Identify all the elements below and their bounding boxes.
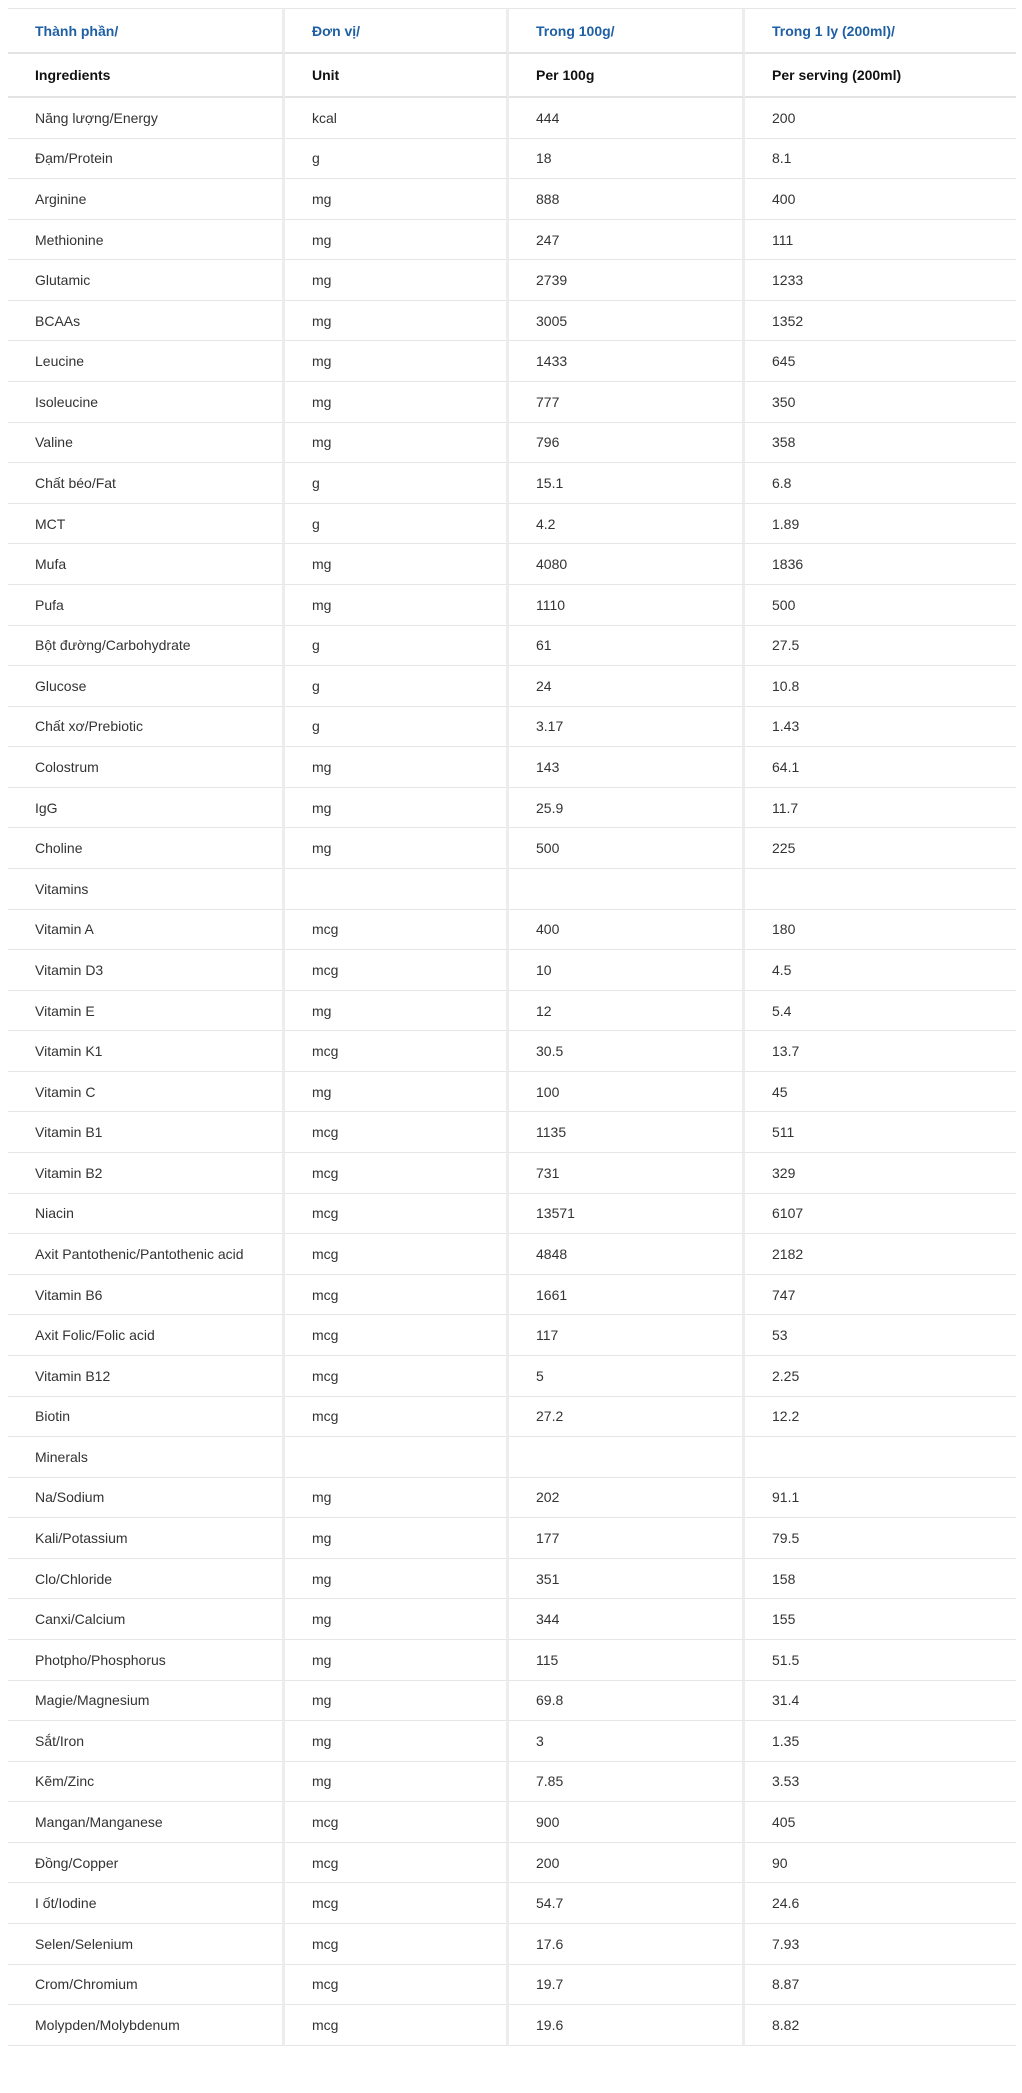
cell-per-serving: 11.7 bbox=[745, 788, 1016, 829]
cell-per-100g: 900 bbox=[509, 1802, 745, 1843]
cell-unit: mg bbox=[285, 1518, 509, 1559]
cell-per-100g: 1433 bbox=[509, 341, 745, 382]
table-row bbox=[8, 1640, 1016, 1681]
cell-per-100g: 61 bbox=[509, 626, 745, 667]
cell-unit: mg bbox=[285, 788, 509, 829]
cell-unit: mg bbox=[285, 1478, 509, 1519]
table-row bbox=[8, 2005, 1016, 2046]
cell-per-serving: 1836 bbox=[745, 544, 1016, 585]
header-per-100g-vi: Trong 100g/ bbox=[509, 8, 745, 54]
cell-per-serving: 747 bbox=[745, 1275, 1016, 1316]
cell-ingredient: Kẽm/Zinc bbox=[8, 1762, 285, 1803]
table-row bbox=[8, 585, 1016, 626]
cell-ingredient: Magie/Magnesium bbox=[8, 1681, 285, 1722]
cell-per-100g bbox=[509, 869, 745, 910]
cell-per-serving: 8.87 bbox=[745, 1965, 1016, 2006]
cell-per-serving: 7.93 bbox=[745, 1924, 1016, 1965]
cell-ingredient: Leucine bbox=[8, 341, 285, 382]
cell-ingredient: Isoleucine bbox=[8, 382, 285, 423]
table-row bbox=[8, 1599, 1016, 1640]
cell-unit: mcg bbox=[285, 1356, 509, 1397]
cell-per-100g: 3 bbox=[509, 1721, 745, 1762]
cell-per-100g: 351 bbox=[509, 1559, 745, 1600]
cell-per-serving: 200 bbox=[745, 98, 1016, 139]
cell-unit: g bbox=[285, 626, 509, 667]
cell-ingredient: Niacin bbox=[8, 1194, 285, 1235]
cell-ingredient: Canxi/Calcium bbox=[8, 1599, 285, 1640]
cell-per-100g: 18 bbox=[509, 139, 745, 180]
cell-per-100g: 731 bbox=[509, 1153, 745, 1194]
cell-per-serving: 180 bbox=[745, 910, 1016, 951]
cell-unit: mcg bbox=[285, 1965, 509, 2006]
cell-per-serving: 91.1 bbox=[745, 1478, 1016, 1519]
cell-per-100g: 115 bbox=[509, 1640, 745, 1681]
cell-ingredient: Glucose bbox=[8, 666, 285, 707]
cell-per-100g: 3.17 bbox=[509, 707, 745, 748]
cell-ingredient: Năng lượng/Energy bbox=[8, 98, 285, 139]
cell-unit: g bbox=[285, 666, 509, 707]
cell-unit: mcg bbox=[285, 2005, 509, 2046]
cell-per-serving: 51.5 bbox=[745, 1640, 1016, 1681]
cell-unit: mcg bbox=[285, 1924, 509, 1965]
table-row bbox=[8, 1762, 1016, 1803]
cell-per-serving: 3.53 bbox=[745, 1762, 1016, 1803]
table-row bbox=[8, 1559, 1016, 1600]
cell-per-100g: 400 bbox=[509, 910, 745, 951]
cell-per-100g: 888 bbox=[509, 179, 745, 220]
cell-per-100g: 2739 bbox=[509, 260, 745, 301]
table-row bbox=[8, 666, 1016, 707]
cell-ingredient: Methionine bbox=[8, 220, 285, 261]
cell-per-serving: 31.4 bbox=[745, 1681, 1016, 1722]
cell-ingredient: Vitamin B6 bbox=[8, 1275, 285, 1316]
cell-per-serving: 2.25 bbox=[745, 1356, 1016, 1397]
cell-per-serving: 511 bbox=[745, 1112, 1016, 1153]
cell-unit: mcg bbox=[285, 1397, 509, 1438]
cell-unit: mg bbox=[285, 544, 509, 585]
cell-ingredient: Photpho/Phosphorus bbox=[8, 1640, 285, 1681]
table-row bbox=[8, 950, 1016, 991]
cell-ingredient: Vitamin D3 bbox=[8, 950, 285, 991]
cell-per-serving: 1233 bbox=[745, 260, 1016, 301]
cell-unit: mcg bbox=[285, 1194, 509, 1235]
header-ingredients-en: Ingredients bbox=[8, 54, 285, 98]
cell-unit: mcg bbox=[285, 1843, 509, 1884]
cell-per-100g: 13571 bbox=[509, 1194, 745, 1235]
cell-per-serving: 4.5 bbox=[745, 950, 1016, 991]
table-row bbox=[8, 139, 1016, 180]
header-unit-vi: Đơn vị/ bbox=[285, 8, 509, 54]
cell-per-serving: 64.1 bbox=[745, 747, 1016, 788]
cell-per-serving: 645 bbox=[745, 341, 1016, 382]
cell-per-serving bbox=[745, 869, 1016, 910]
table-row bbox=[8, 544, 1016, 585]
cell-ingredient: Valine bbox=[8, 423, 285, 464]
cell-per-100g bbox=[509, 1437, 745, 1478]
cell-unit: g bbox=[285, 504, 509, 545]
cell-per-100g: 27.2 bbox=[509, 1397, 745, 1438]
cell-per-100g: 1661 bbox=[509, 1275, 745, 1316]
cell-ingredient: Axit Folic/Folic acid bbox=[8, 1315, 285, 1356]
cell-per-serving: 111 bbox=[745, 220, 1016, 261]
cell-per-serving: 350 bbox=[745, 382, 1016, 423]
cell-per-100g: 444 bbox=[509, 98, 745, 139]
table-row bbox=[8, 991, 1016, 1032]
cell-per-serving: 329 bbox=[745, 1153, 1016, 1194]
table-row bbox=[8, 788, 1016, 829]
cell-ingredient: Choline bbox=[8, 828, 285, 869]
table-row bbox=[8, 1031, 1016, 1072]
cell-ingredient: Mufa bbox=[8, 544, 285, 585]
table-row bbox=[8, 1112, 1016, 1153]
cell-unit: mcg bbox=[285, 1234, 509, 1275]
table-row bbox=[8, 220, 1016, 261]
table-row bbox=[8, 910, 1016, 951]
table-row bbox=[8, 1356, 1016, 1397]
cell-per-100g: 500 bbox=[509, 828, 745, 869]
cell-ingredient: Vitamin E bbox=[8, 991, 285, 1032]
cell-per-100g: 3005 bbox=[509, 301, 745, 342]
table-row bbox=[8, 1275, 1016, 1316]
cell-unit: mg bbox=[285, 260, 509, 301]
cell-ingredient: Selen/Selenium bbox=[8, 1924, 285, 1965]
cell-unit: mg bbox=[285, 1762, 509, 1803]
cell-unit: kcal bbox=[285, 98, 509, 139]
cell-per-100g: 12 bbox=[509, 991, 745, 1032]
table-row bbox=[8, 1397, 1016, 1438]
cell-per-100g: 177 bbox=[509, 1518, 745, 1559]
cell-ingredient: Axit Pantothenic/Pantothenic acid bbox=[8, 1234, 285, 1275]
cell-unit: mcg bbox=[285, 1802, 509, 1843]
cell-per-100g: 30.5 bbox=[509, 1031, 745, 1072]
cell-ingredient: Đồng/Copper bbox=[8, 1843, 285, 1884]
cell-per-serving: 225 bbox=[745, 828, 1016, 869]
table-row bbox=[8, 423, 1016, 464]
cell-ingredient: IgG bbox=[8, 788, 285, 829]
cell-unit: g bbox=[285, 139, 509, 180]
cell-per-serving: 1.43 bbox=[745, 707, 1016, 748]
table-body bbox=[8, 98, 1016, 2046]
table-row bbox=[8, 98, 1016, 139]
header-row-vietnamese bbox=[8, 8, 1016, 54]
table-row bbox=[8, 828, 1016, 869]
cell-per-serving: 500 bbox=[745, 585, 1016, 626]
header-per-serving-en: Per serving (200ml) bbox=[745, 54, 1016, 98]
cell-per-serving: 158 bbox=[745, 1559, 1016, 1600]
table-row bbox=[8, 626, 1016, 667]
cell-per-100g: 1110 bbox=[509, 585, 745, 626]
cell-per-100g: 5 bbox=[509, 1356, 745, 1397]
cell-per-100g: 7.85 bbox=[509, 1762, 745, 1803]
cell-per-100g: 69.8 bbox=[509, 1681, 745, 1722]
table-row bbox=[8, 1924, 1016, 1965]
cell-per-100g: 344 bbox=[509, 1599, 745, 1640]
cell-ingredient: Clo/Chloride bbox=[8, 1559, 285, 1600]
cell-per-100g: 100 bbox=[509, 1072, 745, 1113]
cell-ingredient: Bột đường/Carbohydrate bbox=[8, 626, 285, 667]
cell-per-serving: 79.5 bbox=[745, 1518, 1016, 1559]
header-unit-en: Unit bbox=[285, 54, 509, 98]
table-row bbox=[8, 1478, 1016, 1519]
table-row bbox=[8, 1234, 1016, 1275]
cell-unit: mg bbox=[285, 341, 509, 382]
table-row bbox=[8, 301, 1016, 342]
cell-per-serving: 24.6 bbox=[745, 1883, 1016, 1924]
cell-per-serving: 6.8 bbox=[745, 463, 1016, 504]
cell-per-100g: 202 bbox=[509, 1478, 745, 1519]
cell-ingredient: Mangan/Manganese bbox=[8, 1802, 285, 1843]
cell-per-100g: 24 bbox=[509, 666, 745, 707]
cell-per-100g: 796 bbox=[509, 423, 745, 464]
cell-per-100g: 117 bbox=[509, 1315, 745, 1356]
cell-unit: mg bbox=[285, 1559, 509, 1600]
cell-per-100g: 15.1 bbox=[509, 463, 745, 504]
table-row bbox=[8, 1721, 1016, 1762]
cell-unit: mcg bbox=[285, 910, 509, 951]
table-row bbox=[8, 1802, 1016, 1843]
cell-per-serving: 90 bbox=[745, 1843, 1016, 1884]
table-row bbox=[8, 382, 1016, 423]
cell-unit: mg bbox=[285, 585, 509, 626]
table-row bbox=[8, 179, 1016, 220]
cell-per-100g: 19.7 bbox=[509, 1965, 745, 2006]
cell-per-serving: 53 bbox=[745, 1315, 1016, 1356]
cell-ingredient: Chất béo/Fat bbox=[8, 463, 285, 504]
header-per-serving-vi: Trong 1 ly (200ml)/ bbox=[745, 8, 1016, 54]
table-row bbox=[8, 1681, 1016, 1722]
cell-per-100g: 19.6 bbox=[509, 2005, 745, 2046]
cell-ingredient: Vitamins bbox=[8, 869, 285, 910]
table-row bbox=[8, 1437, 1016, 1478]
table-row bbox=[8, 1965, 1016, 2006]
cell-unit: mg bbox=[285, 1072, 509, 1113]
cell-per-100g: 200 bbox=[509, 1843, 745, 1884]
cell-ingredient: Vitamin B12 bbox=[8, 1356, 285, 1397]
header-row-english bbox=[8, 54, 1016, 98]
cell-ingredient: MCT bbox=[8, 504, 285, 545]
cell-per-100g: 25.9 bbox=[509, 788, 745, 829]
cell-per-serving: 358 bbox=[745, 423, 1016, 464]
cell-ingredient: Chất xơ/Prebiotic bbox=[8, 707, 285, 748]
cell-unit: mcg bbox=[285, 1275, 509, 1316]
cell-per-100g: 777 bbox=[509, 382, 745, 423]
cell-ingredient: Kali/Potassium bbox=[8, 1518, 285, 1559]
table-row bbox=[8, 260, 1016, 301]
cell-unit: mg bbox=[285, 828, 509, 869]
cell-unit: mg bbox=[285, 1721, 509, 1762]
cell-per-100g: 10 bbox=[509, 950, 745, 991]
cell-ingredient: Minerals bbox=[8, 1437, 285, 1478]
cell-per-100g: 247 bbox=[509, 220, 745, 261]
cell-per-serving: 400 bbox=[745, 179, 1016, 220]
cell-ingredient: I ốt/Iodine bbox=[8, 1883, 285, 1924]
cell-ingredient: Vitamin B1 bbox=[8, 1112, 285, 1153]
cell-per-100g: 4.2 bbox=[509, 504, 745, 545]
cell-per-100g: 4080 bbox=[509, 544, 745, 585]
cell-per-serving: 12.2 bbox=[745, 1397, 1016, 1438]
cell-per-100g: 54.7 bbox=[509, 1883, 745, 1924]
cell-per-100g: 143 bbox=[509, 747, 745, 788]
cell-unit: mcg bbox=[285, 1315, 509, 1356]
cell-unit: mcg bbox=[285, 950, 509, 991]
table-row bbox=[8, 1518, 1016, 1559]
cell-unit: mcg bbox=[285, 1031, 509, 1072]
cell-unit: mcg bbox=[285, 1112, 509, 1153]
cell-ingredient: Crom/Chromium bbox=[8, 1965, 285, 2006]
table-row bbox=[8, 1843, 1016, 1884]
cell-per-serving: 155 bbox=[745, 1599, 1016, 1640]
cell-per-100g: 4848 bbox=[509, 1234, 745, 1275]
table-row bbox=[8, 707, 1016, 748]
cell-per-serving: 1.35 bbox=[745, 1721, 1016, 1762]
cell-ingredient: Vitamin K1 bbox=[8, 1031, 285, 1072]
cell-per-serving: 8.82 bbox=[745, 2005, 1016, 2046]
cell-ingredient: Na/Sodium bbox=[8, 1478, 285, 1519]
cell-ingredient: Đạm/Protein bbox=[8, 139, 285, 180]
cell-ingredient: Biotin bbox=[8, 1397, 285, 1438]
cell-per-serving: 1.89 bbox=[745, 504, 1016, 545]
header-per-100g-en: Per 100g bbox=[509, 54, 745, 98]
cell-per-serving: 5.4 bbox=[745, 991, 1016, 1032]
cell-unit: g bbox=[285, 707, 509, 748]
table-row bbox=[8, 1315, 1016, 1356]
cell-ingredient: Vitamin A bbox=[8, 910, 285, 951]
table-row bbox=[8, 504, 1016, 545]
cell-ingredient: Glutamic bbox=[8, 260, 285, 301]
cell-ingredient: Arginine bbox=[8, 179, 285, 220]
cell-per-serving bbox=[745, 1437, 1016, 1478]
table-row bbox=[8, 1883, 1016, 1924]
table-row bbox=[8, 341, 1016, 382]
table-row bbox=[8, 747, 1016, 788]
cell-per-serving: 6107 bbox=[745, 1194, 1016, 1235]
cell-ingredient: Sắt/Iron bbox=[8, 1721, 285, 1762]
cell-per-serving: 13.7 bbox=[745, 1031, 1016, 1072]
cell-per-serving: 1352 bbox=[745, 301, 1016, 342]
cell-per-serving: 45 bbox=[745, 1072, 1016, 1113]
cell-ingredient: Vitamin C bbox=[8, 1072, 285, 1113]
cell-unit: g bbox=[285, 463, 509, 504]
cell-unit: mg bbox=[285, 747, 509, 788]
cell-ingredient: BCAAs bbox=[8, 301, 285, 342]
cell-unit: mg bbox=[285, 1681, 509, 1722]
nutrition-table bbox=[8, 8, 1016, 2046]
cell-per-serving: 8.1 bbox=[745, 139, 1016, 180]
cell-unit: mg bbox=[285, 179, 509, 220]
cell-unit: mg bbox=[285, 1640, 509, 1681]
cell-ingredient: Colostrum bbox=[8, 747, 285, 788]
cell-unit: mg bbox=[285, 301, 509, 342]
cell-unit: mg bbox=[285, 382, 509, 423]
table-row bbox=[8, 869, 1016, 910]
cell-per-serving: 27.5 bbox=[745, 626, 1016, 667]
cell-unit: mcg bbox=[285, 1883, 509, 1924]
table-row bbox=[8, 463, 1016, 504]
cell-unit bbox=[285, 1437, 509, 1478]
cell-ingredient: Pufa bbox=[8, 585, 285, 626]
cell-unit: mg bbox=[285, 220, 509, 261]
header-ingredients-vi: Thành phần/ bbox=[8, 8, 285, 54]
cell-per-serving: 10.8 bbox=[745, 666, 1016, 707]
cell-per-100g: 17.6 bbox=[509, 1924, 745, 1965]
cell-unit: mcg bbox=[285, 1153, 509, 1194]
cell-unit: mg bbox=[285, 423, 509, 464]
cell-ingredient: Vitamin B2 bbox=[8, 1153, 285, 1194]
cell-per-100g: 1135 bbox=[509, 1112, 745, 1153]
table-row bbox=[8, 1194, 1016, 1235]
cell-ingredient: Molypden/Molybdenum bbox=[8, 2005, 285, 2046]
cell-unit: mg bbox=[285, 1599, 509, 1640]
table-row bbox=[8, 1072, 1016, 1113]
cell-per-serving: 405 bbox=[745, 1802, 1016, 1843]
cell-unit: mg bbox=[285, 991, 509, 1032]
cell-per-serving: 2182 bbox=[745, 1234, 1016, 1275]
table-row bbox=[8, 1153, 1016, 1194]
cell-unit bbox=[285, 869, 509, 910]
